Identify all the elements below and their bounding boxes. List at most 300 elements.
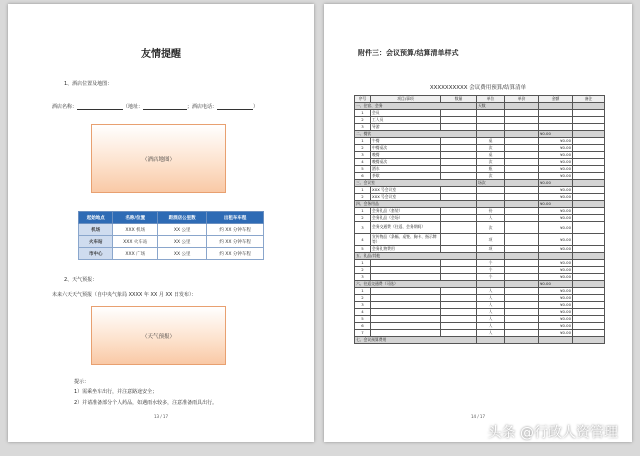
- row-unit: 次: [477, 173, 505, 180]
- section-unit: [477, 201, 505, 208]
- row-item: 会员: [371, 110, 441, 117]
- row-item: 酒水: [371, 166, 441, 173]
- col-header: 备注: [573, 96, 605, 103]
- row-note: [573, 246, 605, 253]
- row-price: [505, 145, 539, 152]
- row-item: 会务交通费（往返、会务期间）: [371, 222, 441, 234]
- section-amount: ¥0.00: [539, 180, 573, 187]
- row-number: 7: [355, 330, 371, 337]
- row-quantity: [441, 124, 477, 131]
- row-number: 1: [355, 288, 371, 295]
- row-amount: ¥0.00: [539, 316, 573, 323]
- section-name: 七、会议预算费用: [355, 337, 477, 344]
- row-price: [505, 302, 539, 309]
- row-price: [505, 110, 539, 117]
- row-unit: 次: [477, 145, 505, 152]
- table-cell: 约 XX 分钟车程: [207, 224, 264, 236]
- row-price: [505, 152, 539, 159]
- budget-section-row: [355, 281, 605, 288]
- section-unit: [477, 337, 505, 344]
- row-unit: 人: [477, 316, 505, 323]
- budget-header-row: [355, 96, 605, 103]
- table-row: [355, 288, 605, 295]
- table-cell: [505, 201, 539, 208]
- row-quantity: [441, 208, 477, 215]
- row-unit: 个: [477, 260, 505, 267]
- table-row: [355, 145, 605, 152]
- hotel-name-blank: [77, 104, 123, 110]
- row-price: [505, 166, 539, 173]
- row-note: [573, 145, 605, 152]
- table-row: [355, 194, 605, 201]
- row-note: [573, 330, 605, 337]
- section-amount: ¥0.00: [539, 201, 573, 208]
- row-number: 3: [355, 124, 371, 131]
- row-price: [505, 159, 539, 166]
- row-item: 午餐: [371, 138, 441, 145]
- row-note: [573, 234, 605, 246]
- weather-label: （天气预报）: [141, 333, 175, 340]
- row-unit: [477, 117, 505, 124]
- row-quantity: [441, 316, 477, 323]
- table-cell: [573, 281, 605, 288]
- col-header: 名称/位置: [113, 212, 158, 224]
- row-note: [573, 302, 605, 309]
- tip-item: 1）需乘坐车出行，并注意路途安全；: [74, 389, 158, 395]
- row-quantity: [441, 166, 477, 173]
- table-row: [355, 302, 605, 309]
- row-amount: [539, 110, 573, 117]
- row-amount: ¥0.00: [539, 194, 573, 201]
- row-item: [371, 302, 441, 309]
- page-title: 友情提醒: [141, 49, 181, 60]
- row-note: [573, 260, 605, 267]
- row-note: [573, 138, 605, 145]
- table-row: [79, 248, 264, 260]
- row-amount: ¥0.00: [539, 173, 573, 180]
- watermark: 头条 @行政人资管理: [487, 425, 618, 441]
- attachment-title: 附件三：会议预算/结算清单样式: [358, 49, 459, 57]
- row-number: 1: [355, 208, 371, 215]
- row-quantity: [441, 215, 477, 222]
- row-quantity: [441, 194, 477, 201]
- row-number: 2: [355, 117, 371, 124]
- row-amount: ¥0.00: [539, 159, 573, 166]
- budget-section-row: [355, 337, 605, 344]
- row-item: 中餐桌次: [371, 145, 441, 152]
- row-note: [573, 124, 605, 131]
- table-row: [355, 295, 605, 302]
- table-cell: [573, 201, 605, 208]
- row-unit: 次: [477, 159, 505, 166]
- row-item: [371, 316, 441, 323]
- row-price: [505, 215, 539, 222]
- section-amount: [539, 337, 573, 344]
- row-price: [505, 246, 539, 253]
- row-amount: ¥0.00: [539, 166, 573, 173]
- table-cell: XXX 火车站: [113, 236, 158, 248]
- table-cell: 机场: [79, 224, 113, 236]
- section-name: 三、会议室: [355, 180, 477, 187]
- row-unit: 项: [477, 246, 505, 253]
- row-amount: ¥0.00: [539, 260, 573, 267]
- table-row: [355, 187, 605, 194]
- row-item: [371, 260, 441, 267]
- table-cell: XXX 广场: [113, 248, 158, 260]
- row-unit: 桌: [477, 152, 505, 159]
- row-note: [573, 117, 605, 124]
- row-item: [371, 295, 441, 302]
- row-unit: 个: [477, 267, 505, 274]
- row-note: [573, 159, 605, 166]
- row-number: 3: [355, 222, 371, 234]
- section-name: 五、礼品/其他: [355, 253, 477, 260]
- table-cell: [573, 131, 605, 138]
- col-header: 起始地点: [79, 212, 113, 224]
- row-quantity: [441, 309, 477, 316]
- section-amount: [539, 253, 573, 260]
- row-unit: 次: [477, 222, 505, 234]
- row-quantity: [441, 267, 477, 274]
- row-item: 会务礼品（会场）: [371, 215, 441, 222]
- row-price: [505, 138, 539, 145]
- table-cell: 约 XX 分钟车程: [207, 236, 264, 248]
- row-quantity: [441, 274, 477, 281]
- table-row: [355, 208, 605, 215]
- table-cell: [505, 131, 539, 138]
- row-number: 5: [355, 246, 371, 253]
- row-price: [505, 288, 539, 295]
- row-number: 2: [355, 145, 371, 152]
- table-cell: [505, 180, 539, 187]
- row-quantity: [441, 159, 477, 166]
- row-number: 3: [355, 152, 371, 159]
- row-amount: ¥0.00: [539, 208, 573, 215]
- table-cell: 火车站: [79, 236, 113, 248]
- row-price: [505, 194, 539, 201]
- table-cell: [505, 103, 539, 110]
- table-row: [355, 124, 605, 131]
- row-number: 2: [355, 215, 371, 222]
- row-quantity: [441, 110, 477, 117]
- row-note: [573, 110, 605, 117]
- row-unit: [477, 187, 505, 194]
- row-number: 1: [355, 260, 371, 267]
- row-item: [371, 267, 441, 274]
- hotel-phone-blank: [217, 104, 253, 110]
- hotel-address-label: （地址：: [123, 104, 144, 110]
- row-unit: 份: [477, 208, 505, 215]
- row-amount: ¥0.00: [539, 267, 573, 274]
- row-unit: 人: [477, 288, 505, 295]
- table-cell: XX 公里: [158, 224, 207, 236]
- table-row: [355, 330, 605, 337]
- row-note: [573, 323, 605, 330]
- row-item: 宣传物品（条幅、桌签、胸卡、指示牌等）: [371, 234, 441, 246]
- table-cell: XX 公里: [158, 248, 207, 260]
- row-price: [505, 173, 539, 180]
- row-number: 2: [355, 267, 371, 274]
- row-amount: ¥0.00: [539, 145, 573, 152]
- row-unit: 人: [477, 309, 505, 316]
- table-cell: XXX 机场: [113, 224, 158, 236]
- row-item: [371, 309, 441, 316]
- table-cell: [505, 281, 539, 288]
- row-note: [573, 194, 605, 201]
- row-price: [505, 330, 539, 337]
- row-note: [573, 166, 605, 173]
- row-price: [505, 267, 539, 274]
- section-unit: 天数: [477, 103, 505, 110]
- table-cell: [573, 337, 605, 344]
- col-header: 项目/事项: [371, 96, 441, 103]
- table-cell: [505, 253, 539, 260]
- row-quantity: [441, 323, 477, 330]
- col-header: 金额: [539, 96, 573, 103]
- hotel-address-blank: [143, 104, 187, 110]
- row-quantity: [441, 288, 477, 295]
- table-row: [355, 246, 605, 253]
- row-item: 晚餐: [371, 152, 441, 159]
- row-item: [371, 323, 441, 330]
- row-number: 5: [355, 316, 371, 323]
- row-unit: [477, 110, 505, 117]
- table-cell: 市中心: [79, 248, 113, 260]
- row-item: [371, 274, 441, 281]
- col-header: 单价: [505, 96, 539, 103]
- hotel-phone-label: ；酒店电话：: [187, 104, 218, 110]
- table-row: [355, 309, 605, 316]
- row-item: XXX 号会议室: [371, 187, 441, 194]
- table-cell: XX 公里: [158, 236, 207, 248]
- row-note: [573, 288, 605, 295]
- page-number: 13 / 17: [153, 414, 169, 419]
- table-row: [355, 138, 605, 145]
- col-header: 出租车车程: [207, 212, 264, 224]
- row-quantity: [441, 260, 477, 267]
- budget-section-row: [355, 103, 605, 110]
- table-cell: 约 XX 分钟车程: [207, 248, 264, 260]
- row-quantity: [441, 187, 477, 194]
- hotel-map-placeholder: [91, 124, 226, 193]
- row-price: [505, 222, 539, 234]
- row-amount: ¥0.00: [539, 246, 573, 253]
- row-quantity: [441, 302, 477, 309]
- table-row: [355, 152, 605, 159]
- row-item: XXX 号会议室: [371, 194, 441, 201]
- row-unit: 瓶: [477, 166, 505, 173]
- row-note: [573, 309, 605, 316]
- row-item: [371, 288, 441, 295]
- row-amount: ¥0.00: [539, 330, 573, 337]
- hotel-map-label: （酒店地图）: [141, 156, 175, 163]
- row-number: 4: [355, 309, 371, 316]
- row-item: 工人员: [371, 117, 441, 124]
- row-price: [505, 274, 539, 281]
- col-header: 序号: [355, 96, 371, 103]
- section-name: 一、住宿、会务: [355, 103, 477, 110]
- row-amount: ¥0.00: [539, 323, 573, 330]
- row-number: 2: [355, 194, 371, 201]
- row-item: 晚餐桌次: [371, 159, 441, 166]
- table-row: [355, 316, 605, 323]
- row-unit: 人: [477, 302, 505, 309]
- row-price: [505, 124, 539, 131]
- tips-label: 提示：: [74, 379, 90, 385]
- section2-heading: 2、天气预报：: [64, 277, 98, 283]
- row-amount: ¥0.00: [539, 234, 573, 246]
- row-number: 1: [355, 138, 371, 145]
- row-number: 5: [355, 166, 371, 173]
- section-name: 六、往返交通费（可选）: [355, 281, 477, 288]
- section-amount: ¥0.00: [539, 131, 573, 138]
- section-name: 四、会务用品: [355, 201, 477, 208]
- table-row: [355, 166, 605, 173]
- row-number: 2: [355, 295, 371, 302]
- row-unit: 人: [477, 215, 505, 222]
- section-amount: [539, 103, 573, 110]
- row-quantity: [441, 234, 477, 246]
- row-amount: ¥0.00: [539, 274, 573, 281]
- row-price: [505, 187, 539, 194]
- left-document-page: [8, 4, 314, 442]
- weather-line: 未来六天天气预报（自中央气象局 XXXX 年 XX 月 XX 日发布）：: [52, 292, 197, 298]
- table-row: [355, 234, 605, 246]
- table-row: [355, 215, 605, 222]
- table-row: [355, 267, 605, 274]
- row-quantity: [441, 295, 477, 302]
- table-row: [355, 222, 605, 234]
- col-header: 距酒店公里数: [158, 212, 207, 224]
- row-number: 6: [355, 173, 371, 180]
- row-note: [573, 187, 605, 194]
- row-number: 3: [355, 274, 371, 281]
- row-unit: 人: [477, 295, 505, 302]
- row-number: 4: [355, 159, 371, 166]
- row-item: 导游: [371, 124, 441, 131]
- row-quantity: [441, 117, 477, 124]
- location-table-header: [79, 212, 264, 224]
- table-row: [79, 224, 264, 236]
- row-amount: ¥0.00: [539, 302, 573, 309]
- row-note: [573, 152, 605, 159]
- row-quantity: [441, 246, 477, 253]
- budget-table-title: XXXXXXXXXX 会议费用预算/结算清单: [429, 85, 527, 91]
- row-price: [505, 295, 539, 302]
- row-item: 会务礼物费用: [371, 246, 441, 253]
- row-note: [573, 267, 605, 274]
- budget-section-row: [355, 253, 605, 260]
- row-price: [505, 208, 539, 215]
- section-unit: [477, 253, 505, 260]
- hotel-info-line: [52, 103, 258, 110]
- table-cell: [573, 180, 605, 187]
- row-amount: [539, 117, 573, 124]
- row-unit: 人: [477, 323, 505, 330]
- row-note: [573, 295, 605, 302]
- table-row: [355, 260, 605, 267]
- row-number: 6: [355, 323, 371, 330]
- row-amount: ¥0.00: [539, 187, 573, 194]
- row-price: [505, 309, 539, 316]
- budget-section-row: [355, 180, 605, 187]
- row-amount: ¥0.00: [539, 222, 573, 234]
- location-table: [78, 211, 264, 260]
- row-number: 1: [355, 110, 371, 117]
- budget-table: [354, 95, 605, 344]
- row-amount: ¥0.00: [539, 288, 573, 295]
- row-amount: ¥0.00: [539, 138, 573, 145]
- row-item: [371, 330, 441, 337]
- row-item: 茶歇: [371, 173, 441, 180]
- table-row: [355, 323, 605, 330]
- table-row: [355, 110, 605, 117]
- row-number: 4: [355, 234, 371, 246]
- row-unit: 项: [477, 234, 505, 246]
- budget-section-row: [355, 131, 605, 138]
- row-price: [505, 323, 539, 330]
- table-cell: [505, 337, 539, 344]
- row-price: [505, 260, 539, 267]
- section1-heading: 1、酒店位置及地图：: [64, 81, 113, 87]
- table-row: [355, 159, 605, 166]
- row-price: [505, 117, 539, 124]
- row-amount: ¥0.00: [539, 295, 573, 302]
- row-quantity: [441, 330, 477, 337]
- table-cell: [573, 103, 605, 110]
- row-unit: 个: [477, 274, 505, 281]
- row-amount: [539, 124, 573, 131]
- section-unit: [477, 281, 505, 288]
- row-note: [573, 208, 605, 215]
- row-number: 3: [355, 302, 371, 309]
- row-note: [573, 274, 605, 281]
- row-unit: [477, 194, 505, 201]
- tip-item: 2）并请准备部分个人药品，如遇雨水较多，注意准备雨具出行。: [74, 400, 218, 406]
- hotel-name-label: 酒店名称：: [52, 104, 78, 110]
- budget-section-row: [355, 201, 605, 208]
- row-unit: [477, 124, 505, 131]
- weather-placeholder: [91, 306, 226, 365]
- row-amount: ¥0.00: [539, 309, 573, 316]
- section-amount: ¥0.00: [539, 281, 573, 288]
- row-note: [573, 222, 605, 234]
- page-number: 14 / 17: [470, 414, 486, 419]
- section-unit: 场次: [477, 180, 505, 187]
- col-header: 数量: [441, 96, 477, 103]
- row-unit: 人: [477, 330, 505, 337]
- row-quantity: [441, 173, 477, 180]
- row-quantity: [441, 138, 477, 145]
- row-quantity: [441, 145, 477, 152]
- row-note: [573, 215, 605, 222]
- row-amount: ¥0.00: [539, 215, 573, 222]
- section-name: 二、餐饮: [355, 131, 477, 138]
- row-note: [573, 173, 605, 180]
- table-row: [355, 117, 605, 124]
- right-document-page: [324, 4, 632, 442]
- row-note: [573, 316, 605, 323]
- row-price: [505, 316, 539, 323]
- hotel-line-close: ）: [253, 104, 259, 110]
- row-quantity: [441, 222, 477, 234]
- table-row: [79, 236, 264, 248]
- row-item: 会务礼品（套装）: [371, 208, 441, 215]
- table-cell: [573, 253, 605, 260]
- col-header: 单位: [477, 96, 505, 103]
- section-unit: [477, 131, 505, 138]
- table-row: [355, 173, 605, 180]
